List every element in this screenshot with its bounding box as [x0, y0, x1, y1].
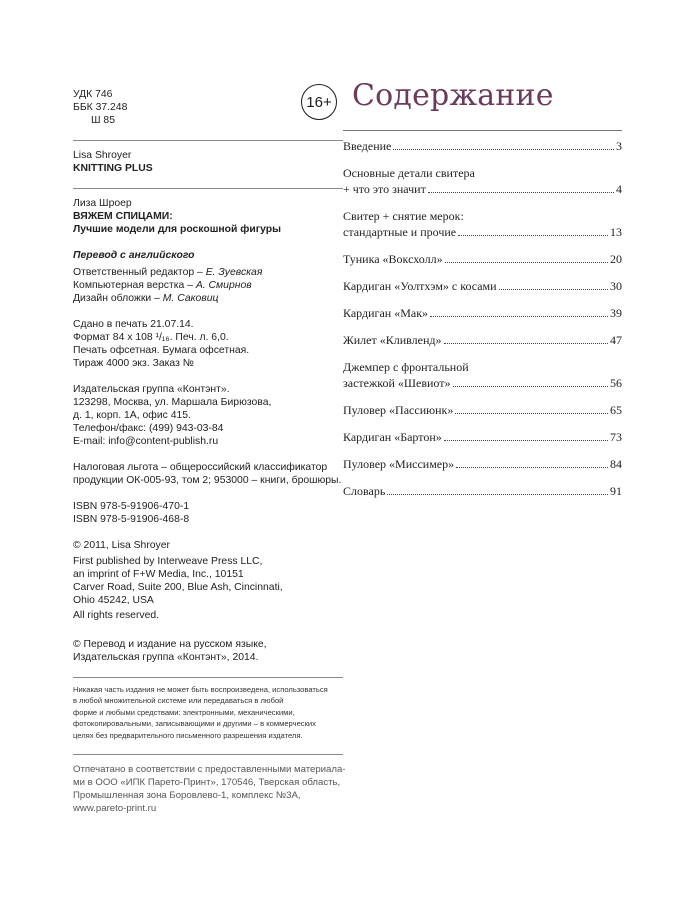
title-ru: ВЯЖЕМ СПИЦАМИ: — [73, 211, 173, 222]
toc-entry[interactable] — [343, 305, 622, 321]
rights-line: целях без предварительного письменного разрешения издателя. — [73, 730, 303, 740]
toc-page-number: 56 — [610, 376, 622, 390]
toc-entry-row — [343, 402, 622, 418]
isbn-block — [73, 500, 343, 526]
toc-entry-row — [343, 181, 622, 197]
title-en: KNITTING PLUS — [73, 163, 153, 174]
tax-block — [73, 461, 343, 487]
toc-entry-title-line: Джемпер с фронтальной — [343, 360, 469, 374]
copyright-line: Ohio 45242, USA — [73, 595, 154, 606]
copyright-line: All rights reserved. — [73, 610, 160, 621]
toc-entry[interactable] — [343, 138, 622, 154]
credit-line: Дизайн обложки – М. Саковиц — [73, 293, 219, 304]
toc-entry-row — [343, 305, 622, 321]
publisher-line: Телефон/факс: (499) 943-03-84 — [73, 423, 224, 434]
toc-entry-row — [343, 375, 622, 391]
toc-entry-title: Кардиган «Мак» — [343, 306, 429, 320]
credits-block — [73, 249, 343, 305]
toc-entry[interactable] — [343, 402, 622, 418]
toc-entry-row — [343, 138, 622, 154]
copyright-line: © 2011, Lisa Shroyer — [73, 540, 170, 551]
toc-entry-title: застежкой «Шевиот» — [343, 376, 451, 390]
rights-line: в любой множительной системе или передаваться в любой — [73, 696, 284, 706]
toc-leader-dots — [387, 494, 608, 495]
toc-page-number: 91 — [610, 484, 622, 498]
rights-line: фотокопировальными, записывающими и другими – в коммерческих — [73, 719, 316, 729]
toc-entry-title: Кардиган «Уолтхэм» с косами — [343, 279, 497, 293]
toc-leader-dots — [458, 235, 608, 236]
toc-leader-dots — [453, 386, 608, 387]
divider — [73, 140, 343, 141]
author-ru: Лиза Шроер — [73, 198, 132, 209]
tax-line: продукции ОК-005-93, том 2; 953000 – книги, брошюры. — [73, 475, 342, 486]
printer-line: ми в ООО «ИПК Парето-Принт», 170546, Тверская область, — [73, 777, 341, 789]
toc-page-number: 84 — [610, 457, 622, 471]
copyright-line: an imprint of F+W Media, Inc., 10151 — [73, 569, 244, 580]
toc-page-number: 73 — [610, 430, 622, 444]
toc-page-number: 13 — [610, 225, 622, 239]
divider — [73, 188, 343, 189]
russian-title-block — [73, 197, 343, 236]
author-en: Lisa Shroyer — [73, 150, 132, 161]
printer-line: Отпечатано в соответствии с предоставленными материала- — [73, 764, 346, 776]
toc-entry-row — [343, 332, 622, 348]
toc-entry-title: Пуловер «Пассиюнк» — [343, 403, 454, 417]
toc-page-number: 39 — [610, 306, 622, 320]
contents-divider — [343, 130, 622, 131]
isbn-line: ISBN 978-5-91906-470-1 — [73, 501, 190, 512]
toc-entry[interactable] — [343, 278, 622, 294]
toc-page-number: 65 — [610, 403, 622, 417]
toc-entry[interactable] — [343, 208, 622, 240]
age-rating-badge: 16+ — [301, 84, 337, 120]
print-info-block — [73, 318, 343, 370]
toc-leader-dots — [430, 316, 608, 317]
toc-leader-dots — [455, 413, 608, 414]
contents-title: Содержание — [352, 78, 554, 113]
toc-entry-row — [343, 483, 622, 499]
toc-entry-title: + что это значит — [343, 182, 426, 196]
toc-leader-dots — [444, 343, 609, 344]
table-of-contents — [343, 138, 622, 510]
rights-line: Никакая часть издания не может быть воспроизведена, использоваться — [73, 685, 328, 694]
toc-entry-row — [343, 278, 622, 294]
toc-leader-dots — [444, 440, 608, 441]
toc-entry-title-line: Свитер + снятие мерок: — [343, 209, 464, 223]
publisher-line: Издательская группа «Контэнт». — [73, 384, 230, 395]
printer-line: www.pareto-print.ru — [73, 803, 157, 815]
toc-entry-title: стандартные и прочие — [343, 225, 457, 239]
toc-entry[interactable] — [343, 429, 622, 445]
copyright-line: Carver Road, Suite 200, Blue Ash, Cincinnati, — [73, 582, 283, 593]
publisher-line: д. 1, корп. 1А, офис 415. — [73, 410, 191, 421]
copyright-ru-line: © Перевод и издание на русском языке, — [73, 639, 267, 650]
toc-entry[interactable] — [343, 251, 622, 267]
toc-entry-title: Введение — [343, 139, 392, 153]
translation-note: Перевод с английского — [73, 250, 195, 261]
rights-line: форме и любыми средствами: электронными, механическими, — [73, 707, 295, 717]
toc-entry[interactable] — [343, 483, 622, 499]
subtitle-ru: Лучшие модели для роскошной фигуры — [73, 224, 281, 235]
credit-line: Компьютерная верстка – А. Смирнов — [73, 280, 252, 291]
toc-entry-title: Кардиган «Бартон» — [343, 430, 442, 444]
imprint-column — [73, 88, 346, 828]
printer-line: Промышленная зона Боровлево-1, комплекс №3А, — [73, 790, 301, 802]
toc-entry-row — [343, 429, 622, 445]
copyright-ru-line: Издательская группа «Контэнт», 2014. — [73, 652, 259, 663]
copyright-en-block — [73, 539, 343, 622]
toc-entry[interactable] — [343, 456, 622, 472]
toc-leader-dots — [456, 467, 608, 468]
toc-page-number: 47 — [610, 333, 622, 347]
toc-page-number: 30 — [610, 279, 622, 293]
print-info-line: Формат 84 x 108 ¹/₁₆. Печ. л. 6,0. — [73, 332, 229, 343]
toc-entry-row — [343, 251, 622, 267]
toc-page-number: 3 — [616, 139, 622, 153]
credit-line: Ответственный редактор – Е. Зуевская — [73, 267, 263, 278]
toc-entry-row — [343, 456, 622, 472]
tax-line: Налоговая льгота – общероссийский классификатор — [73, 462, 328, 473]
toc-entry-title: Жилет «Кливленд» — [343, 333, 442, 347]
publisher-line: 123298, Москва, ул. Маршала Бирюзова, — [73, 397, 272, 408]
toc-leader-dots — [499, 289, 608, 290]
toc-page-number: 20 — [610, 252, 622, 266]
toc-entry-row — [343, 224, 622, 240]
toc-entry-title: Словарь — [343, 484, 386, 498]
toc-entry[interactable] — [343, 359, 622, 391]
print-info-line: Сдано в печать 21.07.14. — [73, 319, 194, 330]
toc-leader-dots — [445, 262, 608, 263]
toc-leader-dots — [428, 192, 614, 193]
divider — [73, 677, 343, 678]
toc-page-number: 4 — [616, 182, 622, 196]
author-mark: Ш 85 — [91, 115, 115, 126]
original-title-block — [73, 149, 343, 175]
toc-entry[interactable] — [343, 332, 622, 348]
divider — [73, 754, 343, 755]
udk-code: УДК 746 — [73, 89, 113, 100]
bbk-code: ББК 37.248 — [73, 102, 128, 113]
copyright-ru-block — [73, 638, 343, 664]
publisher-block — [73, 383, 343, 448]
toc-entry-title: Туника «Воксхолл» — [343, 252, 443, 266]
toc-leader-dots — [393, 149, 614, 150]
copyright-line: First published by Interweave Press LLC, — [73, 556, 263, 567]
printer-block — [73, 763, 346, 815]
isbn-line: ISBN 978-5-91906-468-8 — [73, 514, 190, 525]
publisher-line: E-mail: info@content-publish.ru — [73, 436, 219, 447]
print-info-line: Печать офсетная. Бумага офсетная. — [73, 345, 250, 356]
toc-entry[interactable] — [343, 165, 622, 197]
print-info-line: Тираж 4000 экз. Заказ № — [73, 358, 194, 369]
toc-entry-title: Пуловер «Миссимер» — [343, 457, 455, 471]
toc-entry-title-line: Основные детали свитера — [343, 166, 475, 180]
rights-notice-block — [73, 684, 343, 741]
